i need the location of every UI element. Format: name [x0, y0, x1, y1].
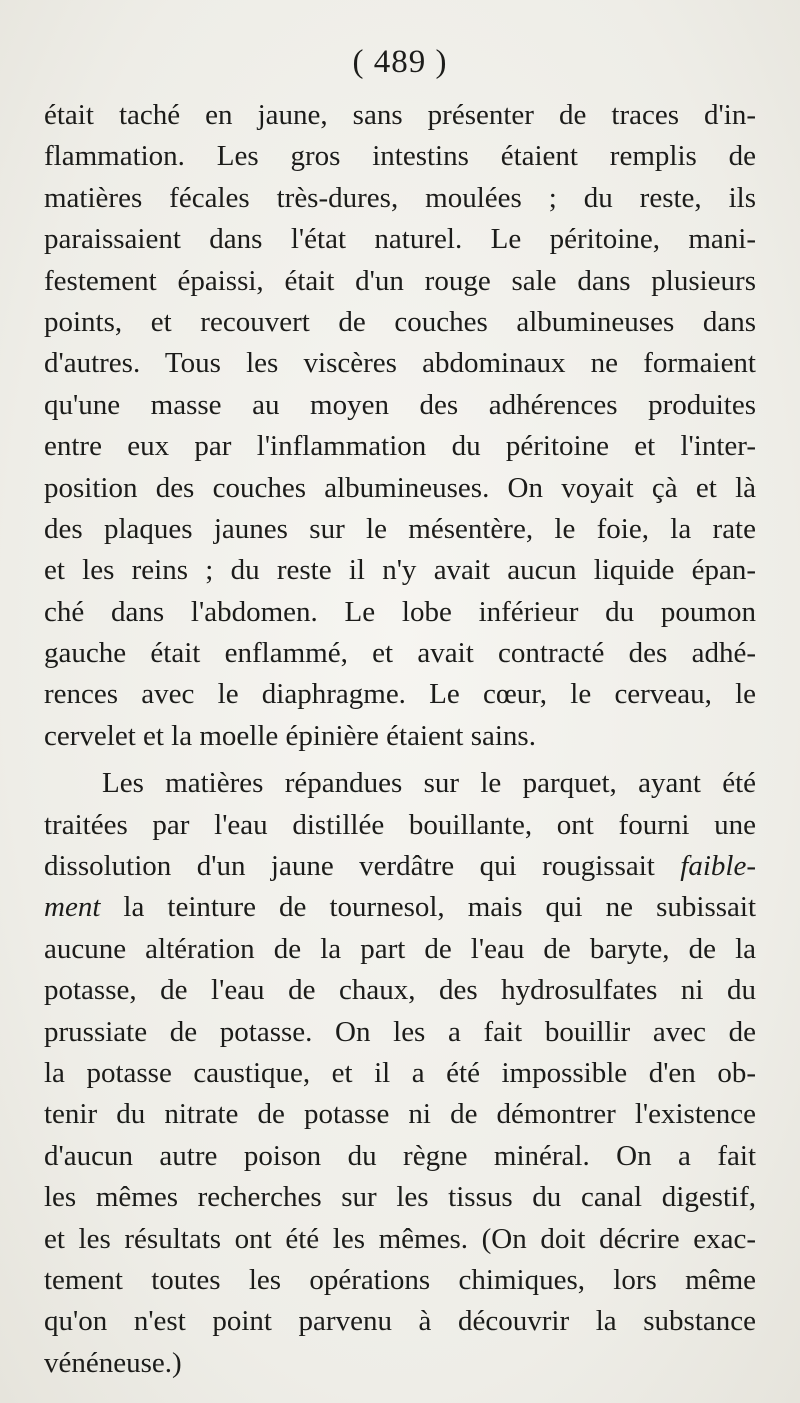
text-line: et les reins ; du reste il n'y avait aucun liquide épan-	[44, 554, 756, 587]
text-line: d'autres. Tous les viscères abdominaux ne formaient	[44, 347, 756, 380]
italic-fragment: faible-	[680, 850, 756, 883]
text-line: qu'une masse au moyen des adhérences produites	[44, 388, 756, 421]
text-line: la potasse caustique, et il a été impossible d'en ob-	[44, 1056, 756, 1089]
text-line: festement épaissi, était d'un rouge sale dans plusieurs	[44, 264, 756, 297]
text-fragment: la teinture de tournesol, mais qui ne subissait	[100, 891, 756, 924]
text-line: tenir du nitrate de potasse ni de démontrer l'existence	[44, 1098, 756, 1131]
text-line: entre eux par l'inflammation du péritoine et l'inter-	[44, 430, 756, 463]
text-line: tement toutes les opérations chimiques, lors même	[44, 1263, 756, 1296]
text-line: cervelet et la moelle épinière étaient sains.	[44, 719, 536, 752]
text-line: les mêmes recherches sur les tissus du canal digestif,	[44, 1181, 756, 1214]
text-line: ché dans l'abdomen. Le lobe inférieur du poumon	[44, 595, 756, 628]
text-line: traitées par l'eau distillée bouillante, ont fourni une	[44, 808, 756, 841]
page-number: ( 489 )	[352, 44, 448, 80]
body-text	[44, 95, 756, 1384]
text-line: prussiate de potasse. On les a fait bouillir avec de	[44, 1015, 756, 1048]
text-line: des plaques jaunes sur le mésentère, le foie, la rate	[44, 512, 756, 545]
italic-fragment: ment	[44, 891, 101, 924]
paragraph-1	[44, 95, 756, 757]
text-line: points, et recouvert de couches albumineuses dans	[44, 305, 756, 338]
text-line: matières fécales très-dures, moulées ; du reste, ils	[44, 181, 756, 214]
text-line-with-italic	[44, 887, 756, 928]
text-line: vénéneuse.)	[44, 1346, 182, 1379]
text-line: et les résultats ont été les mêmes. (On doit décrire exac-	[44, 1222, 756, 1255]
text-line: aucune altération de la part de l'eau de baryte, de la	[44, 932, 756, 965]
text-line: flammation. Les gros intestins étaient remplis de	[44, 140, 756, 173]
text-line: Les matières répandues sur le parquet, ayant été	[102, 767, 756, 800]
text-line: position des couches albumineuses. On voyait çà et là	[44, 471, 756, 504]
text-line: paraissaient dans l'état naturel. Le péritoine, mani-	[44, 223, 756, 256]
text-line: potasse, de l'eau de chaux, des hydrosulfates ni du	[44, 974, 756, 1007]
text-line: d'aucun autre poison du règne minéral. On a fait	[44, 1139, 756, 1172]
text-line: gauche était enflammé, et avait contracté des adhé-	[44, 637, 756, 670]
text-fragment: dissolution d'un jaune verdâtre qui rougissait	[44, 850, 681, 883]
text-line: rences avec le diaphragme. Le cœur, le cerveau, le	[44, 678, 756, 711]
text-line-with-italic	[44, 846, 756, 887]
text-line: qu'on n'est point parvenu à découvrir la substance	[44, 1305, 756, 1338]
text-line: était taché en jaune, sans présenter de traces d'in-	[44, 99, 756, 131]
paragraph-2	[44, 763, 756, 1384]
